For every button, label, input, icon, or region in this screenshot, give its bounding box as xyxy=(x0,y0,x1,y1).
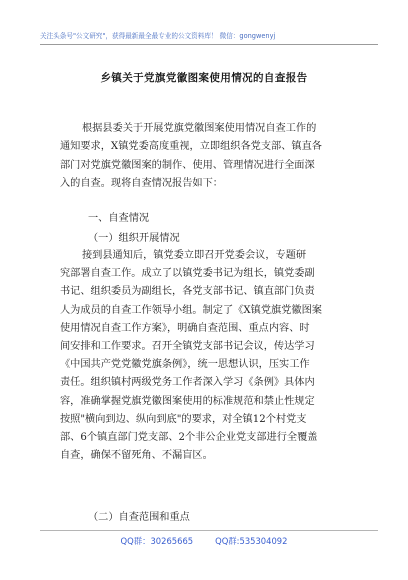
section-heading: 一、自查情况 xyxy=(88,213,150,224)
document-title: 乡镇关于党旗党徽图案使用情况的自查报告 xyxy=(100,72,308,84)
header-divider xyxy=(40,44,378,45)
intro-line: 部门对党旗党徽图案的制作、使用、管理情况进行全面深 xyxy=(60,159,315,171)
intro-paragraph xyxy=(60,120,366,194)
footer-qq-group-2: QQ群:535304092 xyxy=(215,536,288,546)
body-line: 接到县通知后，镇党委立即召开党委会议，专题研 xyxy=(82,250,307,261)
body-line: 部、6个镇直部门党支部、2个非公企业党支部进行全覆盖 xyxy=(60,432,318,444)
body-line: 书记、组织委员为副组长，各党支部书记、镇直部门负责 xyxy=(60,286,315,298)
intro-line: 通知要求，X镇党委高度重视，立即组织各党支部、镇直各 xyxy=(60,141,322,153)
body-line: 责任。组织镇村两级党务工作者深入学习《条例》具体内 xyxy=(60,377,315,389)
organization-paragraph xyxy=(60,247,366,465)
body-line: 按照"横向到边、纵向到底"的要求，对全镇12个村党支 xyxy=(60,413,307,425)
footer-qq-group-1: QQ群：30265665 xyxy=(120,536,194,546)
body-line: 自查，确保不留死角、不漏盲区。 xyxy=(60,450,213,462)
intro-line: 根据县委关于开展党旗党徽图案使用情况自查工作的 xyxy=(82,123,317,134)
page-header-note: 关注头条号"公文研究"，获得最新最全最专业的公文资料库！ 微信：gongwenyj xyxy=(40,32,276,40)
footer-divider xyxy=(40,530,378,531)
body-line: 使用情况自查工作方案》，明确自查范围、重点内容、时 xyxy=(60,322,310,334)
body-line: 《中国共产党党徽党旗条例》，统一思想认识，压实工作 xyxy=(60,359,310,371)
subsection-heading: （二）自查范围和重点 xyxy=(88,512,190,523)
subsection-heading: （一）组织开展情况 xyxy=(88,233,180,244)
page-footer xyxy=(0,535,408,547)
intro-line: 入的自查。现将自查情况报告如下： xyxy=(60,178,223,190)
body-line: 人为成员的自查工作领导小组。制定了《X镇党旗党徽图案 xyxy=(60,304,322,316)
body-line: 容，准确掌握党旗党徽图案使用的标准规范和禁止性规定 xyxy=(60,395,315,407)
body-line: 究部署自查工作。成立了以镇党委书记为组长，镇党委副 xyxy=(60,268,315,280)
body-line: 间安排和工作要求。召开全镇党支部书记会议，传达学习 xyxy=(60,341,315,353)
